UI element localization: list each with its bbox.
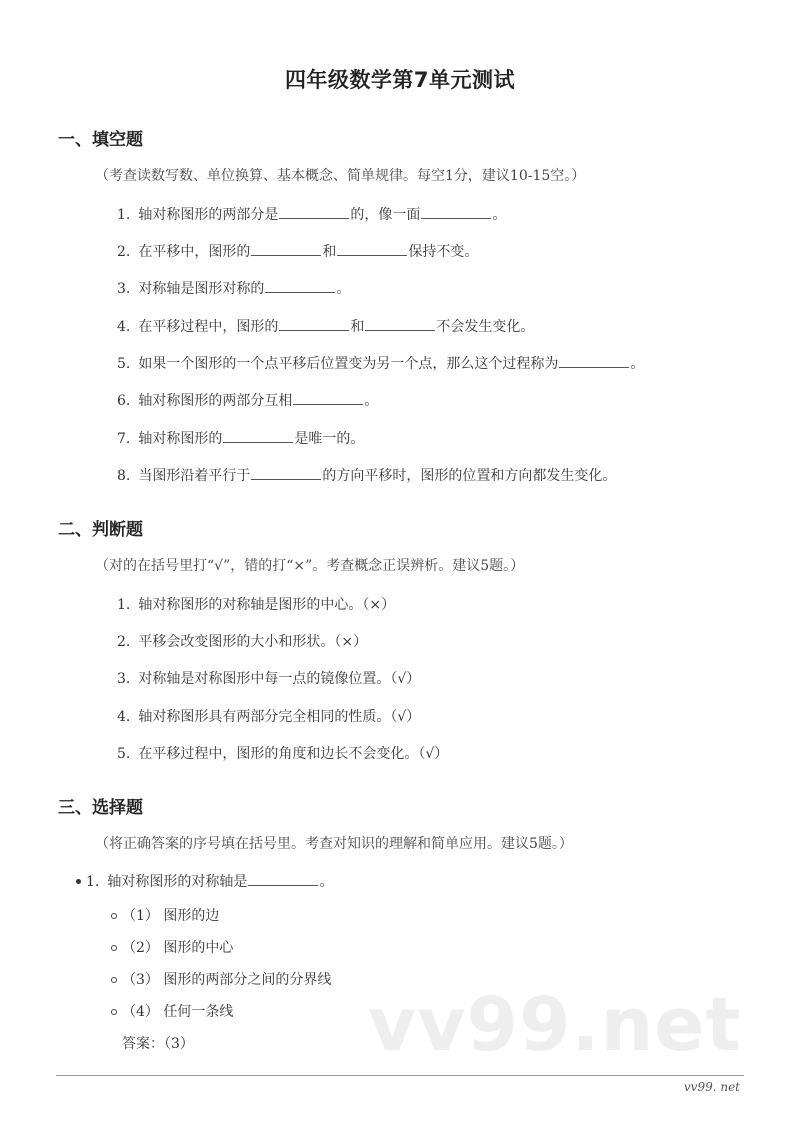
- item-number: 2.: [117, 244, 131, 260]
- item-text: 。: [364, 393, 379, 409]
- footer-divider: [56, 1075, 744, 1076]
- circle-bullet-icon: [111, 913, 117, 919]
- answer-blank[interactable]: [559, 353, 629, 368]
- item-text: 对称轴是图形对称的: [138, 281, 265, 297]
- item-text: 对称轴是对称图形中每一点的镜像位置。（√）: [138, 671, 421, 687]
- item-number: 1.: [117, 597, 131, 613]
- item-text: 。: [336, 281, 351, 297]
- answer-blank[interactable]: [293, 390, 363, 405]
- fill-item-2: [117, 241, 478, 261]
- item-text: 。: [492, 207, 507, 223]
- item-text: 不会发生变化。: [436, 319, 535, 335]
- option-4: （4） 任何一条线: [122, 1004, 234, 1020]
- answer-blank[interactable]: [279, 204, 349, 219]
- option-1: （1） 图形的边: [122, 908, 220, 924]
- section-note: （将正确答案的序号填在括号里。考查对知识的理解和简单应用。建议5题。）: [95, 836, 573, 852]
- judge-item-1: [117, 594, 395, 614]
- item-text: 保持不变。: [408, 244, 479, 260]
- answer-blank[interactable]: [223, 428, 293, 443]
- item-text: 轴对称图形的对称轴是: [107, 874, 248, 890]
- judge-item-5: [117, 743, 448, 763]
- item-text: 当图形沿着平行于: [138, 468, 251, 484]
- item-number: 2.: [117, 634, 131, 650]
- option-2: （2） 图形的中心: [122, 940, 234, 956]
- circle-bullet-icon: [111, 977, 117, 983]
- item-text: 的方向平移时，图形的位置和方向都发生变化。: [322, 468, 617, 484]
- item-text: 和: [322, 244, 337, 260]
- item-text: 轴对称图形的两部分是: [138, 207, 279, 223]
- answer-blank[interactable]: [248, 871, 318, 886]
- fill-item-4: [117, 316, 534, 336]
- answer-blank[interactable]: [337, 241, 407, 256]
- item-text: 轴对称图形的两部分互相: [138, 393, 293, 409]
- item-number: 1.: [86, 874, 100, 890]
- item-text: 轴对称图形的: [138, 431, 223, 447]
- item-number: 1.: [117, 207, 131, 223]
- item-text: 在平移过程中，图形的角度和边长不会变化。（√）: [138, 746, 449, 762]
- item-text: 和: [350, 319, 365, 335]
- fill-item-3: [117, 278, 350, 298]
- fill-item-8: [117, 465, 616, 485]
- section-heading-fill-blank: 一、填空题: [58, 130, 143, 150]
- fill-item-5: [117, 353, 644, 373]
- item-text: 的，像一面: [350, 207, 421, 223]
- item-text: 平移会改变图形的大小和形状。（×）: [138, 634, 368, 650]
- item-number: 4.: [117, 319, 131, 335]
- circle-bullet-icon: [111, 1009, 117, 1015]
- section-note: （对的在括号里打“√”，错的打“×”。考查概念正误辨析。建议5题。）: [95, 558, 525, 574]
- section-heading-true-false: 二、判断题: [58, 520, 143, 540]
- item-number: 5.: [117, 356, 131, 372]
- answer-blank[interactable]: [365, 316, 435, 331]
- item-number: 5.: [117, 746, 131, 762]
- page-title: 四年级数学第7单元测试: [284, 68, 516, 92]
- option-3: （3） 图形的两部分之间的分界线: [122, 972, 332, 988]
- judge-item-2: [117, 631, 367, 651]
- item-number: 3.: [117, 281, 131, 297]
- item-text: 如果一个图形的一个点平移后位置变为另一个点，那么这个过程称为: [138, 356, 559, 372]
- section-heading-multiple-choice: 三、选择题: [58, 798, 143, 818]
- item-number: 3.: [117, 671, 131, 687]
- item-number: 6.: [117, 393, 131, 409]
- judge-item-3: [117, 668, 420, 688]
- item-text: 是唯一的。: [294, 431, 365, 447]
- fill-item-7: [117, 428, 364, 448]
- fill-item-6: [117, 390, 378, 410]
- answer-text: 答案：（3）: [122, 1036, 194, 1052]
- item-number: 7.: [117, 431, 131, 447]
- item-text: 在平移过程中，图形的: [138, 319, 279, 335]
- footer-site-label: vv99. net: [683, 1080, 740, 1094]
- section-note: （考查读数写数、单位换算、基本概念、简单规律。每空1分，建议10-15空。）: [95, 168, 586, 184]
- answer-blank[interactable]: [265, 278, 335, 293]
- answer-blank[interactable]: [279, 316, 349, 331]
- judge-item-4: [117, 706, 420, 726]
- fill-item-1: [117, 204, 506, 224]
- item-text: 。: [630, 356, 645, 372]
- answer-blank[interactable]: [421, 204, 491, 219]
- bullet-icon: [76, 879, 81, 884]
- answer-blank[interactable]: [251, 241, 321, 256]
- item-text: 在平移中，图形的: [138, 244, 251, 260]
- item-number: 8.: [117, 468, 131, 484]
- circle-bullet-icon: [111, 945, 117, 951]
- watermark: vv99.net: [368, 982, 742, 1068]
- item-text: 。: [319, 874, 334, 890]
- item-number: 4.: [117, 709, 131, 725]
- choice-question-1: [86, 871, 333, 891]
- item-text: 轴对称图形具有两部分完全相同的性质。（√）: [138, 709, 421, 725]
- item-text: 轴对称图形的对称轴是图形的中心。（×）: [138, 597, 396, 613]
- answer-blank[interactable]: [251, 465, 321, 480]
